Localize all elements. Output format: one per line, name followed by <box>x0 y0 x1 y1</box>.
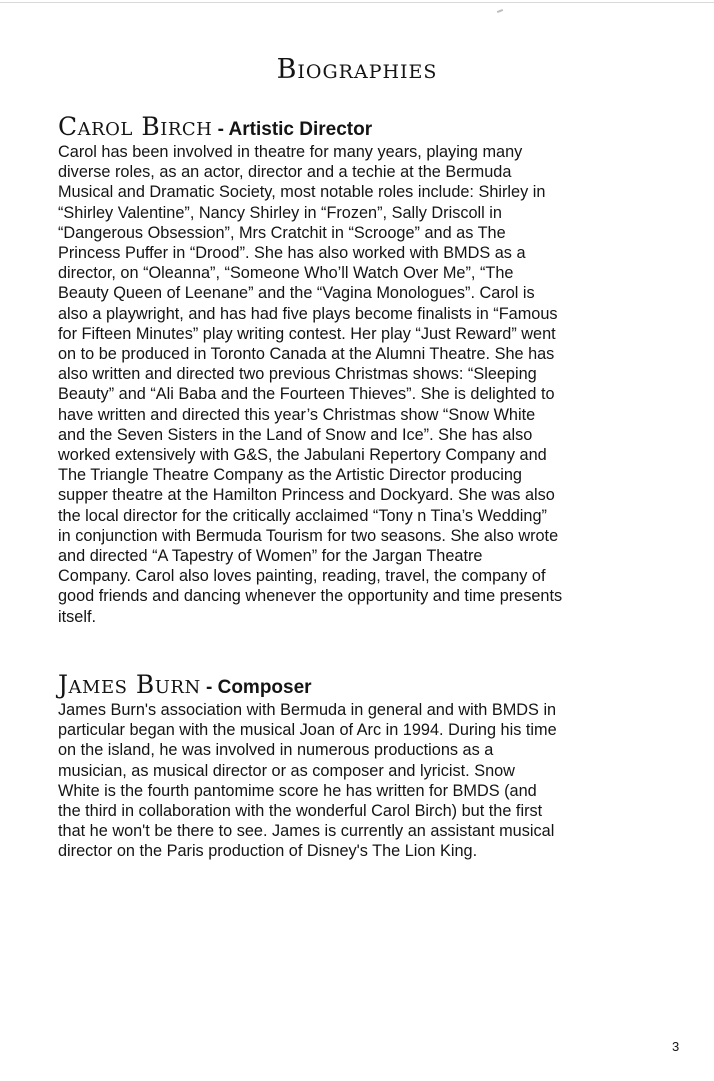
bio-line: director on the Paris production of Disney's The Lion King. <box>58 842 478 861</box>
bio-line: Princess Puffer in “Drood”. She has also worked with BMDS as a <box>58 244 526 263</box>
bio-line: worked extensively with G&S, the Jabulani Repertory Company and <box>58 446 547 465</box>
bio-james-burn <box>58 670 658 862</box>
bio-line: also written and directed two previous Christmas shows: “Sleeping <box>58 365 537 384</box>
bio-line: in conjunction with Bermuda Tourism for two seasons. She also wrote <box>58 526 559 545</box>
bio-line: “Dangerous Obsession”, Mrs Cratchit in “Scrooge” and as The <box>58 223 506 242</box>
scan-edge-line <box>0 2 714 3</box>
bio-line: Company. Carol also loves painting, reading, travel, the company of <box>58 567 546 586</box>
bio-line: Carol has been involved in theatre for many years, playing many <box>58 143 523 161</box>
bio-line: the local director for the critically acclaimed “Tony n Tina’s Wedding” <box>58 506 547 525</box>
bio-separator: - <box>212 119 229 140</box>
bio-line: Musical and Dramatic Society, most notable roles include: Shirley in <box>58 183 546 202</box>
bio-role: Artistic Director <box>228 119 373 140</box>
bio-line: diverse roles, as an actor, director and a techie at the Bermuda <box>58 163 512 182</box>
bio-line: James Burn's association with Bermuda in general and with BMDS in <box>58 701 557 719</box>
page-title: Biographies <box>276 54 438 85</box>
bio-line: on the island, he was involved in numerous productions as a <box>58 741 494 760</box>
bio-line: Beauty Queen of Leenane” and the “Vagina Monologues”. Carol is <box>58 284 535 303</box>
bio-heading <box>58 670 658 700</box>
bio-line: for Fifteen Minutes” play writing contest. Her play “Just Reward” went <box>58 324 556 343</box>
bio-line: also a playwright, and has had five plays become finalists in “Famous <box>58 304 558 323</box>
bio-line: Beauty” and “Ali Baba and the Fourteen Thieves”. She is delighted to <box>58 385 555 404</box>
bio-line: particular began with the musical Joan of Arc in 1994. During his time <box>58 721 557 740</box>
page-number: 3 <box>672 1039 680 1054</box>
bio-line: director, on “Oleanna”, “Someone Who’ll Watch Over Me”, “The <box>58 264 514 283</box>
bio-role: Composer <box>217 677 312 698</box>
bio-carol-birch <box>58 112 658 627</box>
bio-line: have written and directed this year’s Christmas show “Snow White <box>58 405 536 424</box>
scan-speck-mark <box>497 9 503 13</box>
bio-line: that he won't be there to see. James is currently an assistant musical <box>58 822 555 841</box>
bio-line: on to be produced in Toronto Canada at the Alumni Theatre. She has <box>58 345 555 364</box>
bio-text <box>58 700 658 862</box>
bio-name: James Burn <box>58 670 201 699</box>
bio-line: and directed “A Tapestry of Women” for the Jargan Theatre <box>58 547 483 566</box>
bio-line: good friends and dancing whenever the opportunity and time presents <box>58 587 563 606</box>
bio-line: White is the fourth pantomime score he has written for BMDS (and <box>58 781 537 800</box>
bio-line: itself. <box>58 607 97 626</box>
bio-line: “Shirley Valentine”, Nancy Shirley in “Frozen”, Sally Driscoll in <box>58 203 502 222</box>
bio-line: The Triangle Theatre Company as the Artistic Director producing <box>58 466 522 485</box>
bio-line: the third in collaboration with the wonderful Carol Birch) but the first <box>58 802 543 821</box>
bio-separator: - <box>200 677 218 698</box>
bio-line: musician, as musical director or as composer and lyricist. Snow <box>58 761 515 780</box>
bio-heading <box>58 112 658 142</box>
bio-name: Carol Birch <box>58 112 213 141</box>
bio-line: and the Seven Sisters in the Land of Snow and Ice”. She has also <box>58 425 533 444</box>
bio-text <box>58 142 658 627</box>
bio-line: supper theatre at the Hamilton Princess and Dockyard. She was also <box>58 486 555 505</box>
